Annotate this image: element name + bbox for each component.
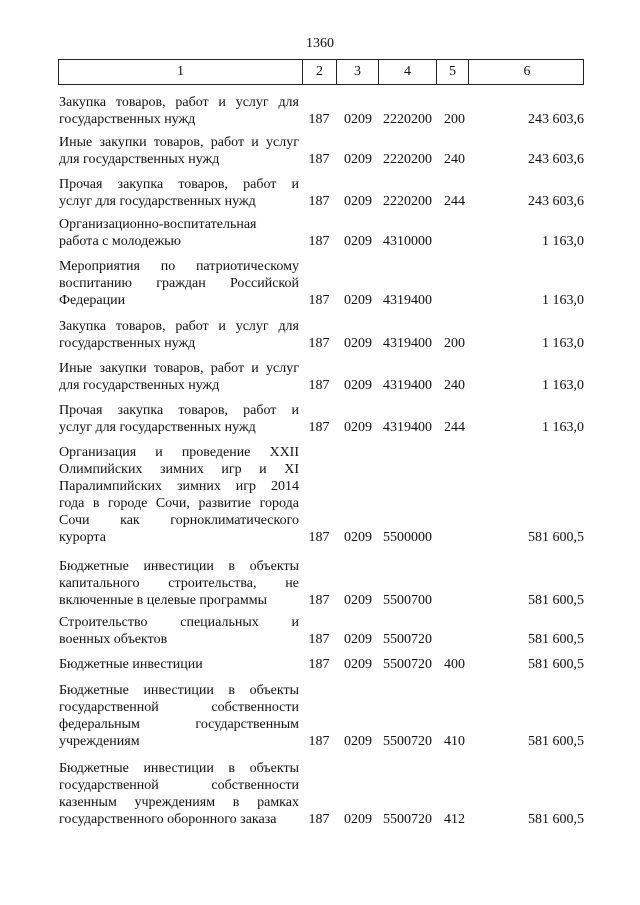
row-description <box>59 656 299 673</box>
description-line: Иные закупки товаров, работ и услуг <box>59 361 299 376</box>
table-row <box>0 682 640 750</box>
section-cell: 0209 <box>344 420 372 435</box>
budget-code-cell: 187 <box>308 336 330 351</box>
expense-type-cell: 240 <box>444 378 465 393</box>
section-cell: 0209 <box>344 152 372 167</box>
expense-type-cell: 244 <box>444 420 465 435</box>
description-line: Прочая закупка товаров, работ и <box>59 177 299 192</box>
expense-type-cell: 244 <box>444 194 465 209</box>
target-item-cell: 4319400 <box>383 293 432 308</box>
amount-cell: 243 603,6 <box>528 152 584 167</box>
description-line: Сочи как горноклиматического <box>59 513 299 528</box>
table-row <box>0 402 640 436</box>
target-item-cell: 5500720 <box>383 632 432 647</box>
budget-code-cell: 187 <box>308 420 330 435</box>
header-col-3: 3 <box>337 60 379 84</box>
section-cell: 0209 <box>344 530 372 545</box>
expense-type-cell: 200 <box>444 112 465 127</box>
description-line: Бюджетные инвестиции в объекты <box>59 683 299 698</box>
amount-cell: 581 600,5 <box>528 593 584 608</box>
page-number: 1360 <box>306 36 334 51</box>
section-cell: 0209 <box>344 293 372 308</box>
row-description <box>59 216 299 250</box>
target-item-cell: 5500720 <box>383 657 432 672</box>
target-item-cell: 4310000 <box>383 234 432 249</box>
description-line: Иные закупки товаров, работ и услуг <box>59 135 299 150</box>
budget-code-cell: 187 <box>308 234 330 249</box>
amount-cell: 243 603,6 <box>528 112 584 127</box>
budget-code-cell: 187 <box>308 657 330 672</box>
target-item-cell: 4319400 <box>383 420 432 435</box>
amount-cell: 1 163,0 <box>542 293 584 308</box>
row-description <box>59 614 299 648</box>
table-row <box>0 444 640 546</box>
section-cell: 0209 <box>344 632 372 647</box>
table-row <box>0 176 640 210</box>
section-cell: 0209 <box>344 812 372 827</box>
description-line: Закупка товаров, работ и услуг для <box>59 319 299 334</box>
description-line: для государственных нужд <box>59 378 220 393</box>
row-description <box>59 444 299 546</box>
description-line: государственного оборонного заказа <box>59 812 277 827</box>
section-cell: 0209 <box>344 234 372 249</box>
table-row <box>0 760 640 828</box>
section-cell: 0209 <box>344 112 372 127</box>
description-line: Организация и проведение XXII <box>59 445 299 460</box>
section-cell: 0209 <box>344 734 372 749</box>
header-col-5: 5 <box>437 60 469 84</box>
target-item-cell: 5500700 <box>383 593 432 608</box>
description-line: Бюджетные инвестиции в объекты <box>59 761 299 776</box>
target-item-cell: 4319400 <box>383 336 432 351</box>
row-description <box>59 318 299 352</box>
target-item-cell: 5500000 <box>383 530 432 545</box>
description-line: учреждениям <box>59 734 140 749</box>
row-description <box>59 682 299 750</box>
description-line: услуг для государственных нужд <box>59 420 256 435</box>
budget-code-cell: 187 <box>308 293 330 308</box>
expense-type-cell: 410 <box>444 734 465 749</box>
header-col-4: 4 <box>379 60 437 84</box>
amount-cell: 1 163,0 <box>542 378 584 393</box>
description-line: Закупка товаров, работ и услуг для <box>59 95 299 110</box>
section-cell: 0209 <box>344 657 372 672</box>
target-item-cell: 4319400 <box>383 378 432 393</box>
description-line: включенные в целевые программы <box>59 593 268 608</box>
row-description <box>59 258 299 309</box>
expense-type-cell: 240 <box>444 152 465 167</box>
budget-code-cell: 187 <box>308 812 330 827</box>
description-line: Олимпийских зимних игр и XI <box>59 462 299 477</box>
row-description <box>59 134 299 168</box>
amount-cell: 1 163,0 <box>542 234 584 249</box>
description-line: Бюджетные инвестиции <box>59 657 203 672</box>
description-line: услуг для государственных нужд <box>59 194 256 209</box>
header-col-2: 2 <box>303 60 337 84</box>
description-line: Мероприятия по патриотическому <box>59 259 299 274</box>
description-line: государственных нужд <box>59 112 196 127</box>
amount-cell: 581 600,5 <box>528 734 584 749</box>
section-cell: 0209 <box>344 336 372 351</box>
table-row <box>0 216 640 250</box>
amount-cell: 581 600,5 <box>528 812 584 827</box>
description-line: государственной собственности <box>59 700 299 715</box>
amount-cell: 581 600,5 <box>528 632 584 647</box>
section-cell: 0209 <box>344 194 372 209</box>
budget-code-cell: 187 <box>308 112 330 127</box>
description-line: работа с молодежью <box>59 234 181 249</box>
amount-cell: 581 600,5 <box>528 530 584 545</box>
budget-code-cell: 187 <box>308 152 330 167</box>
row-description <box>59 760 299 828</box>
description-line: казенным учреждениям в рамках <box>59 795 299 810</box>
description-line: Федерации <box>59 293 126 308</box>
table-row <box>0 318 640 352</box>
row-description <box>59 402 299 436</box>
description-line: Организационно-воспитательная <box>59 217 257 232</box>
description-line: Бюджетные инвестиции в объекты <box>59 559 299 574</box>
target-item-cell: 5500720 <box>383 734 432 749</box>
table-row <box>0 258 640 309</box>
target-item-cell: 5500720 <box>383 812 432 827</box>
description-line: воспитанию граждан Российской <box>59 276 299 291</box>
budget-code-cell: 187 <box>308 378 330 393</box>
row-description <box>59 176 299 210</box>
expense-type-cell: 200 <box>444 336 465 351</box>
row-description <box>59 360 299 394</box>
amount-cell: 581 600,5 <box>528 657 584 672</box>
section-cell: 0209 <box>344 378 372 393</box>
description-line: Строительство специальных и <box>59 615 299 630</box>
amount-cell: 1 163,0 <box>542 420 584 435</box>
budget-code-cell: 187 <box>308 530 330 545</box>
expense-type-cell: 400 <box>444 657 465 672</box>
description-line: Прочая закупка товаров, работ и <box>59 403 299 418</box>
table-row <box>0 558 640 609</box>
description-line: курорта <box>59 530 106 545</box>
budget-code-cell: 187 <box>308 734 330 749</box>
table-row <box>0 360 640 394</box>
budget-code-cell: 187 <box>308 593 330 608</box>
description-line: федеральным государственным <box>59 717 299 732</box>
table-row <box>0 134 640 168</box>
header-col-1: 1 <box>59 60 303 84</box>
table-row <box>0 614 640 648</box>
budget-code-cell: 187 <box>308 632 330 647</box>
target-item-cell: 2220200 <box>383 112 432 127</box>
section-cell: 0209 <box>344 593 372 608</box>
budget-code-cell: 187 <box>308 194 330 209</box>
target-item-cell: 2220200 <box>383 152 432 167</box>
description-line: для государственных нужд <box>59 152 220 167</box>
table-header <box>58 59 584 85</box>
description-line: капитального строительства, не <box>59 576 299 591</box>
description-line: года в городе Сочи, развитие города <box>59 496 299 511</box>
target-item-cell: 2220200 <box>383 194 432 209</box>
header-col-6: 6 <box>523 64 531 79</box>
amount-cell: 1 163,0 <box>542 336 584 351</box>
description-line: Паралимпийских зимних игр 2014 <box>59 479 299 494</box>
expense-type-cell: 412 <box>444 812 465 827</box>
table-row <box>0 94 640 128</box>
row-description <box>59 558 299 609</box>
amount-cell: 243 603,6 <box>528 194 584 209</box>
description-line: государственной собственности <box>59 778 299 793</box>
description-line: государственных нужд <box>59 336 196 351</box>
table-row <box>0 656 640 673</box>
row-description <box>59 94 299 128</box>
description-line: военных объектов <box>59 632 168 647</box>
